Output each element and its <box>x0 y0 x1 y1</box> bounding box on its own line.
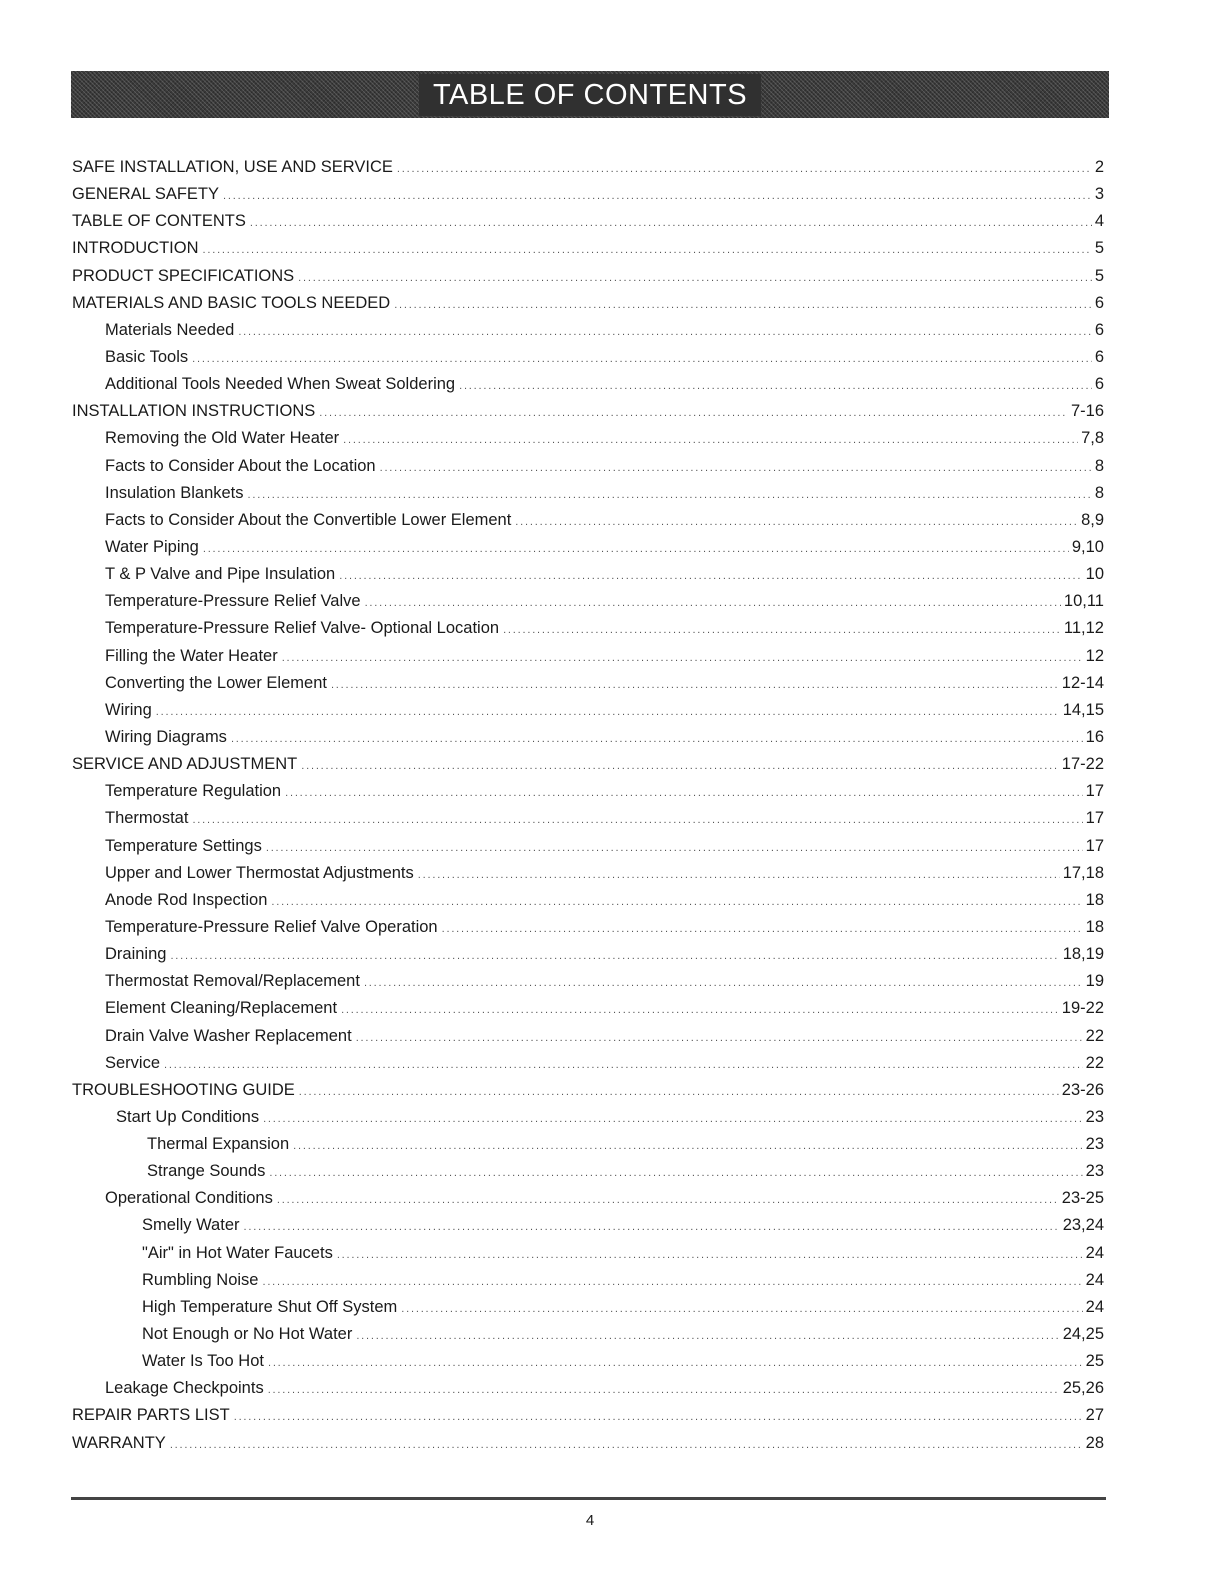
toc-entry-label: Operational Conditions <box>105 1189 273 1208</box>
title-banner <box>71 71 1109 118</box>
toc-entry <box>72 697 1104 724</box>
toc-entry-label: High Temperature Shut Off System <box>142 1297 398 1316</box>
toc-entry-label: Wiring Diagrams <box>105 727 227 746</box>
toc-entry-page: 14,15 <box>1062 700 1104 719</box>
dot-leader <box>203 237 1092 262</box>
toc-entry-page: 9,10 <box>1071 537 1104 556</box>
toc-entry <box>72 235 1104 262</box>
toc-entry-label: "Air" in Hot Water Faucets <box>142 1243 333 1262</box>
toc-entry-page: 4 <box>1094 212 1104 231</box>
toc-entry-label: Temperature Settings <box>105 836 262 855</box>
toc-entry-page: 17 <box>1085 809 1104 828</box>
toc-entry-page: 23 <box>1085 1135 1104 1154</box>
toc-entry-label: Draining <box>105 945 167 964</box>
dot-leader <box>331 672 1059 697</box>
toc-entry <box>72 588 1104 615</box>
toc-entry-label: Filling the Water Heater <box>105 646 278 665</box>
dot-leader <box>418 862 1060 887</box>
dot-leader <box>223 183 1092 208</box>
dot-leader <box>271 889 1082 914</box>
toc-entry-label: T & P Valve and Pipe Insulation <box>105 565 336 584</box>
toc-entry <box>72 1240 1104 1267</box>
toc-entry <box>72 1023 1104 1050</box>
dot-leader <box>337 1242 1083 1267</box>
toc-entry-page: 10,11 <box>1063 592 1104 611</box>
toc-entry <box>72 344 1104 371</box>
toc-entry-page: 18 <box>1085 917 1104 936</box>
toc-entry <box>72 1104 1104 1131</box>
dot-leader <box>277 1187 1059 1212</box>
toc-entry-page: 8,9 <box>1081 510 1104 529</box>
dot-leader <box>269 1160 1082 1185</box>
toc-entry-label: Temperature Regulation <box>105 782 282 801</box>
toc-entry <box>72 1212 1104 1239</box>
toc-entry-label: TROUBLESHOOTING GUIDE <box>72 1080 295 1099</box>
toc-entry <box>72 425 1104 452</box>
toc-entry-label: Strange Sounds <box>147 1162 266 1181</box>
toc-entry-page: 24,25 <box>1062 1325 1104 1344</box>
toc-entry <box>72 561 1104 588</box>
toc-entry-page: 28 <box>1085 1433 1104 1452</box>
dot-leader <box>341 997 1059 1022</box>
dot-leader <box>282 645 1083 670</box>
toc-entry <box>72 724 1104 751</box>
dot-leader <box>356 1323 1059 1348</box>
toc-entry <box>72 1321 1104 1348</box>
toc-entry-label: TABLE OF CONTENTS <box>72 212 246 231</box>
toc-entry <box>72 1294 1104 1321</box>
toc-entry-label: Facts to Consider About the Convertible Lower Element <box>105 510 512 529</box>
toc-entry <box>72 670 1104 697</box>
page-title: TABLE OF CONTENTS <box>419 74 761 116</box>
toc-entry-label: WARRANTY <box>72 1433 166 1452</box>
toc-entry <box>72 860 1104 887</box>
dot-leader <box>503 617 1061 642</box>
toc-entry-page: 5 <box>1094 266 1104 285</box>
toc-entry-page: 23 <box>1085 1107 1104 1126</box>
dot-leader <box>339 563 1082 588</box>
toc-entry <box>72 643 1104 670</box>
toc-entry-page: 25,26 <box>1062 1379 1104 1398</box>
toc-entry-page: 17-22 <box>1061 755 1104 774</box>
toc-entry <box>72 778 1104 805</box>
toc-entry-label: Anode Rod Inspection <box>105 890 268 909</box>
toc-entry <box>72 480 1104 507</box>
toc-entry-label: MATERIALS AND BASIC TOOLS NEEDED <box>72 293 391 312</box>
dot-leader <box>515 509 1078 534</box>
toc-entry <box>72 290 1104 317</box>
toc-entry-label: Water Is Too Hot <box>142 1352 264 1371</box>
dot-leader <box>262 1269 1082 1294</box>
toc-entry-label: Service <box>105 1053 161 1072</box>
toc-entry-page: 6 <box>1094 293 1104 312</box>
toc-entry <box>72 941 1104 968</box>
dot-leader <box>156 699 1060 724</box>
toc-entry-label: Temperature-Pressure Relief Valve Operation <box>105 917 438 936</box>
toc-entry-label: Removing the Old Water Heater <box>105 429 340 448</box>
toc-entry-label: INSTALLATION INSTRUCTIONS <box>72 402 316 421</box>
toc-entry-label: Thermostat <box>105 809 189 828</box>
toc-entry <box>72 1402 1104 1429</box>
toc-entry <box>72 1131 1104 1158</box>
dot-leader <box>442 916 1083 941</box>
toc-entry <box>72 1375 1104 1402</box>
toc-entry <box>72 181 1104 208</box>
toc-entry-label: Drain Valve Washer Replacement <box>105 1026 352 1045</box>
dot-leader <box>459 373 1092 398</box>
toc-entry <box>72 534 1104 561</box>
dot-leader <box>170 943 1059 968</box>
toc-entry-page: 23-25 <box>1061 1189 1104 1208</box>
dot-leader <box>356 1025 1083 1050</box>
toc-entry <box>72 1185 1104 1212</box>
toc-entry <box>72 968 1104 995</box>
toc-entry <box>72 1077 1104 1104</box>
dot-leader <box>250 210 1092 235</box>
toc-entry-page: 25 <box>1085 1352 1104 1371</box>
toc-entry-label: GENERAL SAFETY <box>72 185 220 204</box>
toc-entry-page: 23 <box>1085 1162 1104 1181</box>
toc-entry <box>72 833 1104 860</box>
toc-entry-page: 17,18 <box>1062 863 1104 882</box>
toc-entry-label: Temperature-Pressure Relief Valve- Optional Location <box>105 619 500 638</box>
toc-entry-page: 2 <box>1094 158 1104 176</box>
dot-leader <box>234 1404 1083 1429</box>
dot-leader <box>293 1133 1082 1158</box>
toc-entry-label: PRODUCT SPECIFICATIONS <box>72 266 295 285</box>
toc-entry-page: 11,12 <box>1063 619 1104 638</box>
toc-entry-label: Temperature-Pressure Relief Valve <box>105 592 361 611</box>
toc-entry-label: Thermostat Removal/Replacement <box>105 972 360 991</box>
toc-entry-page: 17 <box>1085 782 1104 801</box>
dot-leader <box>268 1350 1083 1375</box>
toc-entry <box>72 1430 1104 1457</box>
toc-entry-label: Facts to Consider About the Location <box>105 456 376 475</box>
toc-entry-page: 27 <box>1085 1406 1104 1425</box>
toc-entry-page: 12-14 <box>1061 673 1104 692</box>
toc-entry <box>72 887 1104 914</box>
toc-entry <box>72 914 1104 941</box>
toc-entry <box>72 154 1104 181</box>
toc-entry-page: 23-26 <box>1061 1080 1104 1099</box>
toc-entry-label: Materials Needed <box>105 320 235 339</box>
toc-entry <box>72 805 1104 832</box>
toc-entry <box>72 453 1104 480</box>
toc-entry-page: 17 <box>1085 836 1104 855</box>
dot-leader <box>266 835 1083 860</box>
toc-entry-page: 24 <box>1085 1243 1104 1262</box>
toc-entry <box>72 507 1104 534</box>
dot-leader <box>248 482 1092 507</box>
toc-entry-page: 22 <box>1085 1026 1104 1045</box>
toc-entry <box>72 317 1104 344</box>
toc-entry-page: 6 <box>1094 347 1104 366</box>
dot-leader <box>364 970 1083 995</box>
dot-leader <box>401 1296 1082 1321</box>
toc-entry <box>72 371 1104 398</box>
toc-entry <box>72 751 1104 778</box>
toc-entry-page: 24 <box>1085 1270 1104 1289</box>
toc-entry-page: 23,24 <box>1062 1216 1104 1235</box>
toc-entry-label: Converting the Lower Element <box>105 673 327 692</box>
toc-entry-page: 22 <box>1085 1053 1104 1072</box>
dot-leader <box>380 455 1092 480</box>
footer-divider <box>71 1497 1106 1500</box>
toc-entry <box>72 1348 1104 1375</box>
toc-entry-label: Wiring <box>105 700 152 719</box>
toc-entry-label: SERVICE AND ADJUSTMENT <box>72 755 298 774</box>
toc-entry-label: Element Cleaning/Replacement <box>105 999 338 1018</box>
dot-leader <box>397 156 1092 181</box>
toc-entry <box>72 398 1104 425</box>
dot-leader <box>170 1432 1083 1457</box>
toc-entry-label: Smelly Water <box>142 1216 240 1235</box>
toc-entry-page: 8 <box>1094 483 1104 502</box>
dot-leader <box>285 780 1083 805</box>
dot-leader <box>365 590 1061 615</box>
toc-entry-page: 7,8 <box>1081 429 1104 448</box>
toc-entry-label: Water Piping <box>105 537 199 556</box>
toc-entry-page: 24 <box>1085 1297 1104 1316</box>
dot-leader <box>192 807 1082 832</box>
toc-entry <box>72 1050 1104 1077</box>
toc-entry-label: Start Up Conditions <box>116 1107 260 1126</box>
toc-entry-label: Basic Tools <box>105 347 189 366</box>
dot-leader <box>203 536 1069 561</box>
toc-entry-label: Upper and Lower Thermostat Adjustments <box>105 863 414 882</box>
dot-leader <box>164 1052 1083 1077</box>
toc-entry-page: 3 <box>1094 185 1104 204</box>
dot-leader <box>319 400 1068 425</box>
dot-leader <box>394 292 1092 317</box>
dot-leader <box>238 319 1091 344</box>
toc-entry-page: 6 <box>1094 320 1104 339</box>
toc-entry-page: 8 <box>1094 456 1104 475</box>
toc-entry-page: 19 <box>1085 972 1104 991</box>
dot-leader <box>301 753 1059 778</box>
toc-entry-label: Leakage Checkpoints <box>105 1379 264 1398</box>
dot-leader <box>298 265 1092 290</box>
toc-entry <box>72 1267 1104 1294</box>
table-of-contents <box>72 154 1104 1457</box>
toc-entry-label: Not Enough or No Hot Water <box>142 1325 353 1344</box>
toc-entry-page: 18 <box>1085 890 1104 909</box>
toc-entry-label: Insulation Blankets <box>105 483 244 502</box>
toc-entry-page: 19-22 <box>1061 999 1104 1018</box>
toc-entry-label: Rumbling Noise <box>142 1270 259 1289</box>
toc-entry <box>72 263 1104 290</box>
toc-entry-page: 5 <box>1094 239 1104 258</box>
toc-entry-label: INTRODUCTION <box>72 239 199 258</box>
toc-entry-page: 16 <box>1085 727 1104 746</box>
dot-leader <box>263 1106 1083 1131</box>
dot-leader <box>244 1214 1060 1239</box>
dot-leader <box>268 1377 1060 1402</box>
toc-entry <box>72 615 1104 642</box>
toc-entry-page: 6 <box>1094 375 1104 394</box>
dot-leader <box>343 427 1078 452</box>
toc-entry-label: REPAIR PARTS LIST <box>72 1406 230 1425</box>
toc-entry-page: 7-16 <box>1070 402 1104 421</box>
toc-entry-page: 10 <box>1085 565 1104 584</box>
toc-entry-label: SAFE INSTALLATION, USE AND SERVICE <box>72 158 393 176</box>
toc-entry <box>72 995 1104 1022</box>
page-number: 4 <box>585 1512 595 1529</box>
toc-entry-page: 12 <box>1085 646 1104 665</box>
toc-entry-label: Additional Tools Needed When Sweat Soldering <box>105 375 456 394</box>
dot-leader <box>231 726 1083 751</box>
toc-entry <box>72 208 1104 235</box>
toc-entry-label: Thermal Expansion <box>147 1135 290 1154</box>
dot-leader <box>299 1079 1059 1104</box>
toc-entry-page: 18,19 <box>1062 945 1104 964</box>
toc-entry <box>72 1158 1104 1185</box>
dot-leader <box>192 346 1092 371</box>
